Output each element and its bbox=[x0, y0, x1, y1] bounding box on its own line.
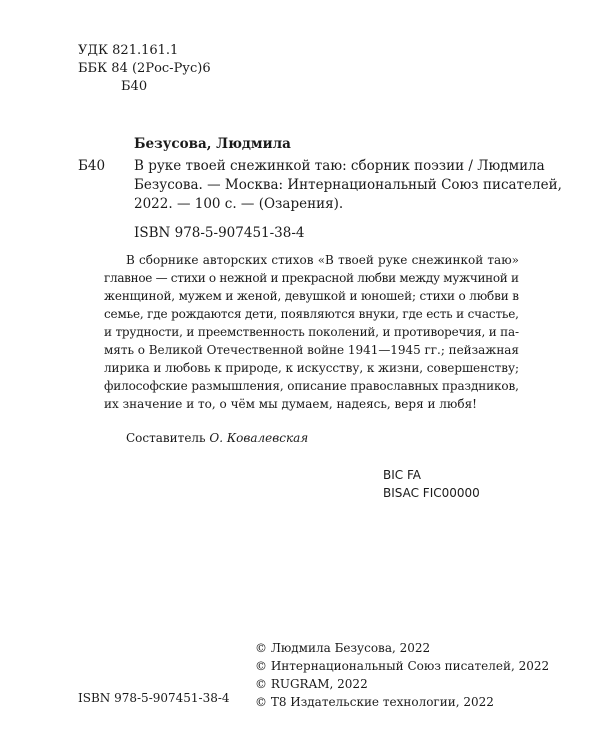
bic-code: BIC FA bbox=[383, 468, 421, 482]
copyright-line: © RUGRAM, 2022 bbox=[255, 677, 368, 691]
catalog-description-line: В руке твоей снежинкой таю: сборник поэзии / Людмила bbox=[134, 158, 545, 174]
catalog-description-line: Безусова. — Москва: Интернациональный Союз писателей, bbox=[134, 177, 562, 193]
bisac-code: BISAC FIC00000 bbox=[383, 486, 480, 500]
abstract-line: главное — стихи о нежной и прекрасной любви между мужчиной и bbox=[104, 271, 519, 285]
abstract-line: семье, где рождаются дети, появляются внуки, где есть и счастье, bbox=[104, 307, 519, 321]
abstract-line: В сборнике авторских стихов «В твоей руке снежинкой таю» bbox=[126, 253, 519, 267]
footer-isbn: ISBN 978-5-907451-38-4 bbox=[78, 691, 230, 705]
abstract-line: их значение и то, о чём мы думаем, надеясь, веря и любя! bbox=[104, 397, 477, 411]
catalog-description-line: 2022. — 100 с. — (Озарения). bbox=[134, 196, 344, 212]
udk-code: УДК 821.161.1 bbox=[78, 43, 179, 58]
abstract-line: и трудности, и преемственность поколений, и противоречия, и па- bbox=[104, 325, 519, 339]
copyright-line: © Т8 Издательские технологии, 2022 bbox=[255, 695, 494, 709]
copyright-line: © Интернациональный Союз писателей, 2022 bbox=[255, 659, 550, 673]
abstract-line: мять о Великой Отечественной войне 1941—1945 гг.; пейзажная bbox=[104, 343, 519, 357]
compiler-label: Составитель bbox=[126, 431, 206, 445]
compiler-name: О. Ковалевская bbox=[209, 431, 309, 445]
author-mark: Б40 bbox=[121, 79, 148, 94]
catalog-mark: Б40 bbox=[78, 158, 106, 174]
copyright-line: © Людмила Безусова, 2022 bbox=[255, 641, 431, 655]
abstract-line: женщиной, мужем и женой, девушкой и юношей; стихи о любви в bbox=[104, 289, 519, 303]
catalog-author-heading: Безусова, Людмила bbox=[134, 136, 291, 152]
compiler-credit bbox=[126, 432, 308, 444]
catalog-isbn: ISBN 978-5-907451-38-4 bbox=[134, 225, 305, 241]
abstract-line: философские размышления, описание православных праздников, bbox=[104, 379, 519, 393]
bbk-code: ББК 84 (2Рос-Рус)6 bbox=[78, 61, 211, 76]
abstract-line: лирика и любовь к природе, к искусству, к жизни, совершенству; bbox=[104, 361, 519, 375]
